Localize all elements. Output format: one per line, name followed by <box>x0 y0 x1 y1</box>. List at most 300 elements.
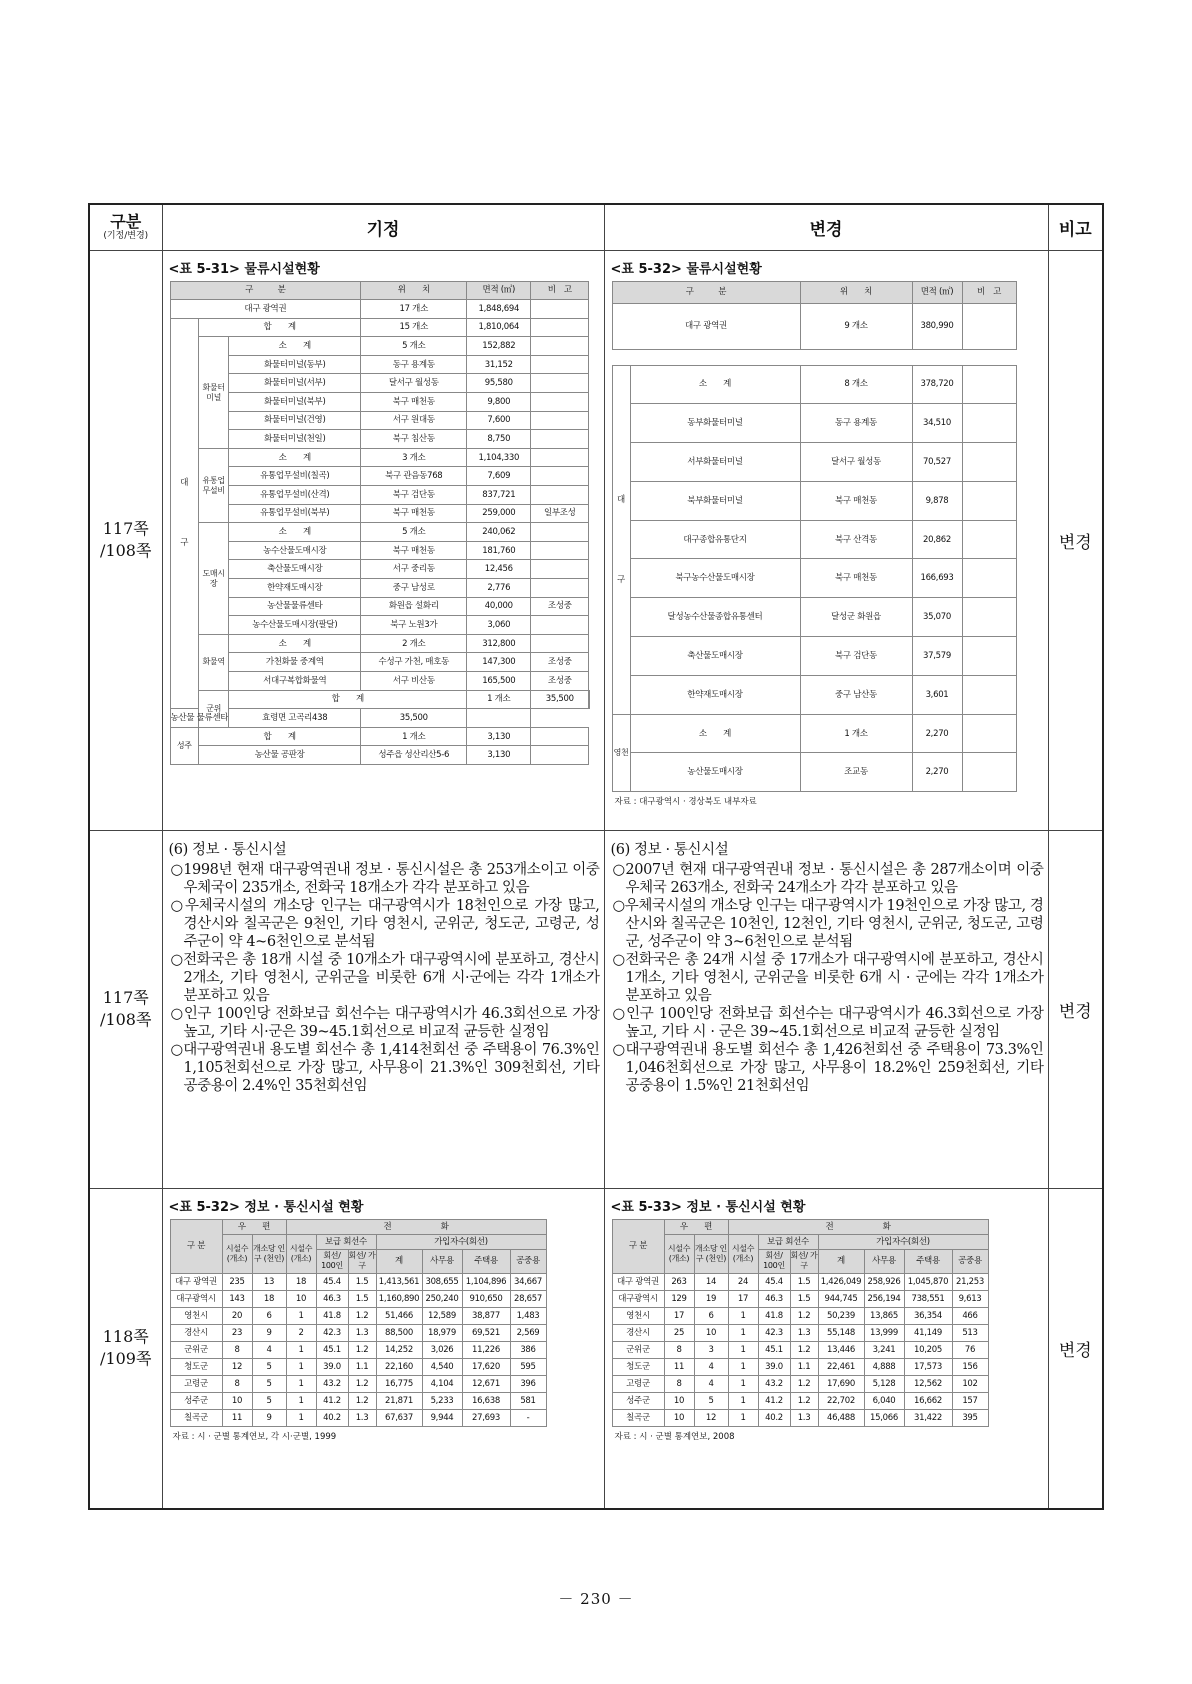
table-cell: 1.5 <box>790 1290 818 1307</box>
header-cell: 회선/ 가구 <box>348 1249 376 1273</box>
table-cell: 9,878 <box>912 481 962 520</box>
table-cell: 2,270 <box>912 753 962 792</box>
table-cell: 259,000 <box>467 504 531 523</box>
table-cell: 35,070 <box>912 598 962 637</box>
table-row <box>170 671 590 690</box>
table-cell: 9 <box>252 1409 286 1426</box>
table-cell: 합 계 <box>199 727 361 746</box>
table-cell: 11 <box>664 1358 694 1375</box>
table-cell <box>962 753 1016 792</box>
table-cell: 1.1 <box>348 1358 376 1375</box>
table-cell: 대구 광역권 <box>612 303 800 349</box>
table-cell: 1 개소 <box>467 690 531 709</box>
table-cell: 4 <box>252 1341 286 1358</box>
table-cell: 35,500 <box>531 690 589 709</box>
table-row <box>170 541 590 560</box>
table-cell: 258,926 <box>864 1273 904 1290</box>
table-cell <box>962 598 1016 637</box>
table-row <box>170 709 590 728</box>
table-cell: 북구 매천동 <box>361 393 467 412</box>
table-row <box>170 1290 546 1307</box>
header-new: 변경 <box>604 204 1048 250</box>
table-cell <box>531 486 589 505</box>
table-row <box>170 727 590 746</box>
table-cell: 청도군 <box>612 1358 664 1375</box>
table-row <box>612 404 1016 443</box>
table-cell: 소 계 <box>229 448 361 467</box>
table-cell: 67,637 <box>376 1409 422 1426</box>
table-cell: 70,527 <box>912 443 962 482</box>
table-row <box>170 374 590 393</box>
header-cell: 시설수 (개소) <box>664 1234 694 1273</box>
logistics-old-cell <box>162 250 604 830</box>
table-cell: 소 계 <box>630 365 800 404</box>
region-char: 대 <box>617 494 625 505</box>
table-row <box>170 634 590 653</box>
table-cell: 북구 산격동 <box>800 520 912 559</box>
table-cell: 38,877 <box>462 1307 510 1324</box>
table-row <box>170 430 590 449</box>
table-cell: 12,589 <box>422 1307 462 1324</box>
table-cell: 조교동 <box>800 753 912 792</box>
table-cell: 군위군 <box>170 1341 222 1358</box>
table-cell: 308,655 <box>422 1273 462 1290</box>
header-cell: 전 화 <box>286 1219 546 1234</box>
table-row <box>612 714 1016 753</box>
table-cell: 11 <box>222 1409 252 1426</box>
table-row <box>170 300 590 319</box>
table-cell: 1.3 <box>790 1409 818 1426</box>
table-cell: 46,488 <box>818 1409 864 1426</box>
header-cell: 주택용 <box>462 1249 510 1273</box>
table-cell: 1,848,694 <box>467 300 531 319</box>
table-cell: 1.2 <box>790 1392 818 1409</box>
table-cell: 5 <box>252 1375 286 1392</box>
table-row <box>170 1307 546 1324</box>
table-cell: 235 <box>222 1273 252 1290</box>
table-cell: 34,667 <box>510 1273 546 1290</box>
header-cell: 공중용 <box>510 1249 546 1273</box>
table-cell: 15,066 <box>864 1409 904 1426</box>
table-cell: 396 <box>510 1375 546 1392</box>
table-cell: 3,130 <box>467 727 531 746</box>
table-cell: 45.4 <box>316 1273 348 1290</box>
table-cell: 달성군 화원읍 <box>800 598 912 637</box>
table-cell <box>962 443 1016 482</box>
table-cell: 7,600 <box>467 411 531 430</box>
header-cell: 시설수 (개소) <box>286 1234 316 1273</box>
bullet-paragraph: ○우체국시설의 개소당 인구는 대구광역시가 19천인으로 가장 많고, 경산시와 칠곡군은 10천인, 12천인, 기타 영천시, 군위군, 청도군, 고령군, 성주군이 약 3~6천인으로 분석됨 <box>612 897 1044 950</box>
table-cell: 256,194 <box>864 1290 904 1307</box>
table-cell: 156 <box>952 1358 988 1375</box>
table-row <box>170 1273 546 1290</box>
table-cell <box>962 303 1016 349</box>
table-cell: 250,240 <box>422 1290 462 1307</box>
table-cell: 263 <box>664 1273 694 1290</box>
telecom-old-table <box>170 1219 547 1427</box>
table-cell: 유통업무설비(칠곡) <box>229 467 361 486</box>
header-cell: 구 분 <box>170 1219 222 1273</box>
table-cell: 군위군 <box>612 1341 664 1358</box>
table-cell: 서구 비산동 <box>361 671 467 690</box>
table-cell: 대구광역시 <box>612 1290 664 1307</box>
table-cell: 166,693 <box>912 559 962 598</box>
table-cell: 380,990 <box>912 303 962 349</box>
table-cell: 1 <box>286 1392 316 1409</box>
table-cell: 화물터미널(동부) <box>229 355 361 374</box>
table-row <box>170 1341 546 1358</box>
header-cell: 사무용 <box>864 1249 904 1273</box>
table-cell: 40.2 <box>316 1409 348 1426</box>
table-cell: 165,500 <box>467 671 531 690</box>
table-cell: 3 <box>694 1341 728 1358</box>
table-cell: 화물터미널(북부) <box>229 393 361 412</box>
telecom-old-caption: <표 5-32> 정보 · 통신시설 현황 <box>168 1199 364 1215</box>
table-cell: 1.2 <box>348 1307 376 1324</box>
table-cell: 동구 용계동 <box>361 355 467 374</box>
table-row <box>170 690 590 709</box>
table-cell <box>962 520 1016 559</box>
bullet-paragraph: ○대구광역권내 용도별 회선수 총 1,414천회선 중 주택용이 76.3%인 1,105천회선으로 가장 많고, 사무용이 21.3%인 309천회선, 기타 공중용이 2.4%인 35천회선임 <box>170 1041 600 1094</box>
region-daegu <box>170 318 199 708</box>
comm-new-cell <box>604 830 1048 1188</box>
table-cell <box>962 365 1016 404</box>
row2-page: 117쪽 /108쪽 <box>89 830 162 1188</box>
table-cell: 5 개소 <box>361 523 467 542</box>
table-cell: 칠곡군 <box>612 1409 664 1426</box>
table-cell: 5 개소 <box>361 337 467 356</box>
table-cell: 55,148 <box>818 1324 864 1341</box>
table-cell: 5 <box>252 1358 286 1375</box>
table-cell: 9,800 <box>467 393 531 412</box>
table-cell <box>531 579 589 598</box>
table-cell: 16,662 <box>904 1392 952 1409</box>
table-cell: 41.8 <box>316 1307 348 1324</box>
table-cell: 1 <box>286 1409 316 1426</box>
table-cell: 40.2 <box>758 1409 790 1426</box>
table-row <box>612 675 1016 714</box>
table-cell: 23 <box>222 1324 252 1341</box>
table-cell: 738,551 <box>904 1290 952 1307</box>
comm-old-cell <box>162 830 604 1188</box>
table-cell: 농수산물도매시장 <box>229 541 361 560</box>
table-cell: 북구 매천동 <box>361 504 467 523</box>
table-cell: 12 <box>222 1358 252 1375</box>
table-cell: 910,650 <box>462 1290 510 1307</box>
comm-old-title: (6) 정보 · 통신시설 <box>168 841 287 858</box>
table-cell: 12,671 <box>462 1375 510 1392</box>
table-cell: 102 <box>952 1375 988 1392</box>
table-cell: 2,270 <box>912 714 962 753</box>
header-cell: 위 치 <box>800 281 912 303</box>
table-cell: 농산물도매시장 <box>630 753 800 792</box>
table-cell: 9,613 <box>952 1290 988 1307</box>
table-cell: 효령면 고곡리438 <box>229 709 361 728</box>
table-cell <box>531 727 589 746</box>
table-cell: 1,160,890 <box>376 1290 422 1307</box>
table-cell: 27,693 <box>462 1409 510 1426</box>
comm-old-text <box>163 831 604 1095</box>
table-row <box>170 281 590 300</box>
table-cell: 1.5 <box>790 1273 818 1290</box>
header-cell: 시설수 (개소) <box>728 1234 758 1273</box>
table-cell: 157 <box>952 1392 988 1409</box>
header-cell: 시설수 (개소) <box>222 1234 252 1273</box>
table-row <box>170 448 590 467</box>
table-row <box>170 355 590 374</box>
table-cell: 10,205 <box>904 1341 952 1358</box>
header-cell: 구 분 <box>612 281 800 303</box>
table-cell: 영천시 <box>170 1307 222 1324</box>
table-cell: 1,413,561 <box>376 1273 422 1290</box>
comm-new-text <box>605 831 1048 1095</box>
table-cell: 달성농수산물종합유통센터 <box>630 598 800 637</box>
table-cell: 6,040 <box>864 1392 904 1409</box>
table-cell: 달서구 월성동 <box>800 443 912 482</box>
table-cell: 소 계 <box>229 523 361 542</box>
table-cell <box>531 746 589 765</box>
region-char: 구 <box>617 574 625 585</box>
table-cell: 칠곡군 <box>170 1409 222 1426</box>
table-cell: 39.0 <box>758 1358 790 1375</box>
header-cell: 회선/ 가구 <box>790 1249 818 1273</box>
table-cell: 1 개소 <box>800 714 912 753</box>
table-cell: 한약재도매시장 <box>630 675 800 714</box>
bullet-paragraph: ○인구 100인당 전화보급 회선수는 대구광역시가 46.3회선으로 가장 높고, 기타 시 · 군은 39~45.1회선으로 비교적 균등한 실정임 <box>612 1005 1044 1040</box>
table-row <box>170 560 590 579</box>
table-cell: 143 <box>222 1290 252 1307</box>
table-cell: 한약재도매시장 <box>229 579 361 598</box>
table-cell: 88,500 <box>376 1324 422 1341</box>
table-cell: 대구 광역권 <box>170 1273 222 1290</box>
bullet-paragraph: ○대구광역권내 용도별 회선수 총 1,426천회선 중 주택용이 73.3%인 1,046천회선으로 가장 많고, 사무용이 18.2%인 259천회선, 기타 공중용이 1.5%인 21천회선임 <box>612 1041 1044 1094</box>
logistics-new-caption: <표 5-32> 물류시설현황 <box>610 261 762 277</box>
table-row <box>612 1358 988 1375</box>
table-cell: 유통업무설비(북부) <box>229 504 361 523</box>
table-cell: 유통업무설비(산격) <box>229 486 361 505</box>
table-cell: - <box>510 1409 546 1426</box>
table-cell: 378,720 <box>912 365 962 404</box>
table-cell: 1.3 <box>348 1324 376 1341</box>
table-cell: 19 <box>694 1290 728 1307</box>
table-cell: 13,999 <box>864 1324 904 1341</box>
table-row <box>170 579 590 598</box>
table-cell: 축산물도매시장 <box>229 560 361 579</box>
table-cell: 1.5 <box>348 1290 376 1307</box>
region-char: 구 <box>180 538 189 549</box>
table-cell: 4,540 <box>422 1358 462 1375</box>
table-cell <box>531 355 589 374</box>
row3-remark: 변경 <box>1048 1188 1103 1509</box>
table-cell: 북구 관음동768 <box>361 467 467 486</box>
table-row <box>612 1409 988 1426</box>
table-cell <box>531 523 589 542</box>
bullet-paragraph: ○2007년 현재 대구광역권내 정보 · 통신시설은 총 287개소이며 이중 우체국 263개소, 전화국 24개소가 각각 분포하고 있음 <box>612 861 1044 896</box>
table-cell: 4 <box>694 1358 728 1375</box>
table-cell: 1.2 <box>348 1392 376 1409</box>
table-cell: 가천화물 중계역 <box>229 653 361 672</box>
table-cell: 25 <box>664 1324 694 1341</box>
table-cell: 조성중 <box>531 597 589 616</box>
table-cell <box>531 411 589 430</box>
table-row <box>170 1375 546 1392</box>
table-cell: 7,609 <box>467 467 531 486</box>
table-cell: 9 개소 <box>800 303 912 349</box>
header-gubun: 구분 (기정/변경) <box>89 204 162 250</box>
table-cell: 1 <box>286 1375 316 1392</box>
table-row <box>612 559 1016 598</box>
table-cell: 386 <box>510 1341 546 1358</box>
bullet-paragraph: ○전화국은 총 24개 시설 중 17개소가 대구광역시에 분포하고, 경산시 1개소, 기타 영천시, 군위군을 비롯한 6개 시 · 군에는 각각 1개소가 분포하고 있음 <box>612 951 1044 1004</box>
table-cell <box>962 637 1016 676</box>
table-cell: 북부화물터미널 <box>630 481 800 520</box>
table-cell: 농수산물도매시장(팔달) <box>229 616 361 635</box>
table-cell: 46.3 <box>316 1290 348 1307</box>
table-cell: 2,569 <box>510 1324 546 1341</box>
table-cell: 2 개소 <box>361 634 467 653</box>
table-cell: 1 <box>728 1392 758 1409</box>
region-label: 영천 <box>612 714 630 792</box>
bullet-paragraph: ○1998년 현재 대구광역권내 정보 · 통신시설은 총 253개소이고 이중 우체국이 235개소, 전화국 18개소가 각각 분포하고 있음 <box>170 861 600 896</box>
table-row <box>170 318 590 337</box>
table-cell: 36,354 <box>904 1307 952 1324</box>
table-cell: 12,456 <box>467 560 531 579</box>
table-row <box>612 1273 988 1290</box>
table-cell: 10 <box>664 1392 694 1409</box>
table-cell: 1.3 <box>790 1324 818 1341</box>
table-cell: 42.3 <box>316 1324 348 1341</box>
table-cell: 5 <box>694 1392 728 1409</box>
table-row <box>170 1358 546 1375</box>
table-cell: 화물터미널(건영) <box>229 411 361 430</box>
table-cell: 성주군 <box>612 1392 664 1409</box>
table-cell: 북구 검단동 <box>800 637 912 676</box>
table-cell: 3,241 <box>864 1341 904 1358</box>
header-cell: 보급 회선수 <box>758 1234 818 1249</box>
telecom-new-source: 자료 : 시 · 군별 통계연보, 2008 <box>614 1431 735 1442</box>
table-cell <box>962 714 1016 753</box>
table-cell: 31,152 <box>467 355 531 374</box>
table-cell: 13 <box>252 1273 286 1290</box>
table-cell: 5 <box>252 1392 286 1409</box>
table-row <box>612 520 1016 559</box>
table-cell: 성주읍 성산리산5-6 <box>361 746 467 765</box>
table-cell: 45.4 <box>758 1273 790 1290</box>
table-cell: 18 <box>286 1273 316 1290</box>
table-cell: 1,810,064 <box>467 318 531 337</box>
logistics-new-cell <box>604 250 1048 830</box>
table-cell: 22,461 <box>818 1358 864 1375</box>
table-row <box>612 1392 988 1409</box>
table-cell: 28,657 <box>510 1290 546 1307</box>
row3-page: 118쪽 /109쪽 <box>89 1188 162 1509</box>
table-cell: 영천시 <box>612 1307 664 1324</box>
table-cell <box>531 448 589 467</box>
table-cell: 21,253 <box>952 1273 988 1290</box>
table-row <box>612 1341 988 1358</box>
table-cell: 41.2 <box>316 1392 348 1409</box>
header-old: 기정 <box>162 204 604 250</box>
logistics-old-table <box>170 281 591 765</box>
table-cell: 성주군 <box>170 1392 222 1409</box>
table-row <box>612 303 1016 349</box>
table-cell: 513 <box>952 1324 988 1341</box>
table-cell: 581 <box>510 1392 546 1409</box>
group-label: 화물터미널 <box>199 337 229 449</box>
table-cell: 40,000 <box>467 597 531 616</box>
table-cell: 837,721 <box>467 486 531 505</box>
table-cell <box>531 541 589 560</box>
table-cell: 16,775 <box>376 1375 422 1392</box>
table-cell: 소 계 <box>229 634 361 653</box>
group-label: 화물역 <box>199 634 229 690</box>
table-cell: 17 <box>664 1307 694 1324</box>
table-cell: 1,426,049 <box>818 1273 864 1290</box>
table-row <box>170 1409 546 1426</box>
table-cell: 129 <box>664 1290 694 1307</box>
table-cell: 대구종합유통단지 <box>630 520 800 559</box>
table-row <box>612 1324 988 1341</box>
table-cell: 소 계 <box>630 714 800 753</box>
header-cell: 우 편 <box>222 1219 286 1234</box>
table-row <box>612 753 1016 792</box>
table-cell: 합 계 <box>199 318 361 337</box>
table-cell: 북구 매천동 <box>361 541 467 560</box>
table-cell: 13,446 <box>818 1341 864 1358</box>
group-label: 유통업무설비 <box>199 448 229 522</box>
table-cell: 2,776 <box>467 579 531 598</box>
table-cell: 동구 용계동 <box>800 404 912 443</box>
table-row <box>612 481 1016 520</box>
header-cell: 회선/ 100인 <box>758 1249 790 1273</box>
table-cell: 중구 남성로 <box>361 579 467 598</box>
table-cell <box>531 634 589 653</box>
table-cell <box>589 690 590 709</box>
table-cell: 중구 남산동 <box>800 675 912 714</box>
table-row <box>170 504 590 523</box>
table-cell: 42.3 <box>758 1324 790 1341</box>
table-cell: 31,422 <box>904 1409 952 1426</box>
table-cell: 8 <box>222 1375 252 1392</box>
table-cell: 17 <box>728 1290 758 1307</box>
table-cell: 1.2 <box>790 1307 818 1324</box>
table-cell: 1 개소 <box>361 727 467 746</box>
table-cell: 화물터미널(천일) <box>229 430 361 449</box>
table-cell: 조성중 <box>531 653 589 672</box>
table-cell: 3,060 <box>467 616 531 635</box>
table-cell <box>467 709 531 728</box>
table-cell: 3,026 <box>422 1341 462 1358</box>
table-cell: 14 <box>694 1273 728 1290</box>
table-row <box>170 1392 546 1409</box>
table-cell: 16,638 <box>462 1392 510 1409</box>
table-cell <box>531 337 589 356</box>
table-cell: 395 <box>952 1409 988 1426</box>
header-cell: 사무용 <box>422 1249 462 1273</box>
table-cell: 일부조성 <box>531 504 589 523</box>
header-remark: 비고 <box>1048 204 1103 250</box>
table-cell: 고령군 <box>170 1375 222 1392</box>
table-cell: 22,160 <box>376 1358 422 1375</box>
table-cell: 대구 광역권 <box>170 300 361 319</box>
header-cell: 개소당 인구 (천인) <box>694 1234 728 1273</box>
header-cell: 면적 (㎡) <box>467 281 531 300</box>
table-cell: 12 <box>694 1409 728 1426</box>
comparison-table <box>88 203 1104 1510</box>
table-cell: 45.1 <box>316 1341 348 1358</box>
table-cell: 경산시 <box>170 1324 222 1341</box>
table-cell: 1,104,896 <box>462 1273 510 1290</box>
